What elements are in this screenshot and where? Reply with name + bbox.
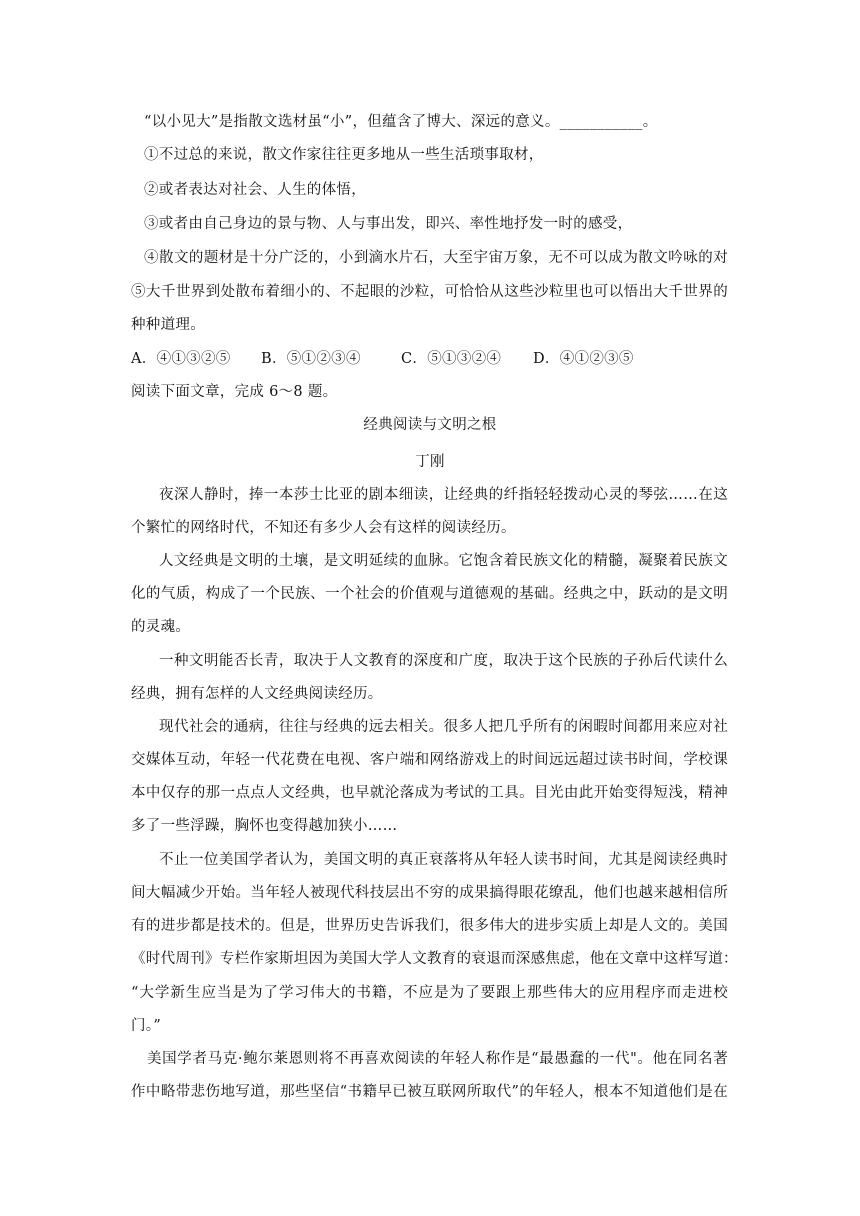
- choice-c: C．⑤①③②④: [401, 351, 502, 367]
- article-line: 个繁忙的网络时代，不知还有多少人会有这样的阅读经历。: [131, 520, 516, 536]
- article-line: 本中仅存的那一点点人文经典，也早就沦落成为考试的工具。目光由此开始变得短浅，精神: [131, 785, 728, 801]
- choice-a: A．④①③②⑤: [131, 351, 231, 367]
- option-text-5: ⑤大千世界到处散布着细小的、不起眼的沙粒，可恰恰从这些沙粒里也可以悟出大千世界的: [131, 284, 728, 300]
- article-author: 丁刚: [415, 454, 445, 470]
- article-line: 人文经典是文明的土壤，是文明延续的血脉。它饱含着民族文化的精髓，凝聚着民族文: [159, 553, 728, 569]
- option-text-2: ②或者表达对社会、人生的体悟，: [144, 182, 366, 198]
- choice-b: B．⑤①②③④: [261, 351, 361, 367]
- article-line: 交媒体互动，年轻一代花费在电视、客户端和网络游戏上的时间远远超过读书时间，学校课: [131, 752, 728, 768]
- article-line: 有的进步都是技术的。但是，世界历史告诉我们，很多伟大的进步实质上却是人文的。美国: [131, 918, 728, 934]
- article-line: 化的气质，构成了一个民族、一个社会的价值观与道德观的基础。经典之中，跃动的是文明: [131, 586, 728, 602]
- article-line: 经典，拥有怎样的人文经典阅读经历。: [131, 686, 383, 702]
- article-line: 间大幅减少开始。当年轻人被现代科技层出不穷的成果搞得眼花缭乱，他们也越来越相信所: [131, 885, 728, 901]
- article-line: 一种文明能否长青，取决于人文教育的深度和广度，取决于这个民族的子孙后代读什么: [159, 653, 728, 669]
- article-line: 现代社会的通病，往往与经典的远去相关。很多人把几乎所有的闲暇时间都用来应对社: [159, 719, 728, 735]
- option-text-4: ④散文的题材是十分广泛的，小到滴水片石，大至宇宙万象，无不可以成为散文吟咏的对: [144, 250, 728, 266]
- article-line: 《时代周刊》专栏作家斯坦因为美国大学人文教育的衰退而深感焦虑，他在文章中这样写道：: [131, 951, 738, 967]
- question-intro: “以小见大”是指散文选材虽“小”，但蕴含了博大、深远的意义。___________。: [144, 114, 658, 130]
- article-line: 不止一位美国学者认为，美国文明的真正衰落将从年轻人读书时间，尤其是阅读经典时: [159, 852, 728, 868]
- article-line: 的灵魂。: [131, 619, 191, 635]
- article-line: 美国学者马克·鲍尔莱恩则将不再喜欢阅读的年轻人称作是“最愚蠢的一代"。他在同名著: [147, 1051, 728, 1067]
- article-line: 夜深人静时，捧一本莎士比亚的剧本细读，让经典的纤指轻轻拨动心灵的琴弦……在这: [159, 487, 728, 503]
- option-text-1: ①不过总的来说，散文作家往往更多地从一些生活琐事取材，: [144, 147, 544, 163]
- article-line: 多了一些浮躁，胸怀也变得越加狭小……: [131, 818, 398, 834]
- option-text-5-cont: 种种道理。: [131, 317, 205, 333]
- article-title: 经典阅读与文明之根: [363, 417, 497, 433]
- option-text-3: ③或者由自己身边的景与物、人与事出发，即兴、率性地抒发一时的感受，: [144, 216, 633, 232]
- choice-d: D．④①②③⑤: [533, 351, 634, 367]
- article-line: “大学新生应当是为了学习伟大的书籍，不应是为了要跟上那些伟大的应用程序而走进校: [131, 985, 728, 1001]
- article-line: 门。”: [131, 1018, 162, 1034]
- reading-instruction: 阅读下面文章，完成 6～8 题。: [131, 384, 338, 400]
- article-line: 作中略带悲伤地写道，那些坚信“书籍早已被互联网所取代”的年轻人，根本不知道他们是在: [131, 1084, 728, 1100]
